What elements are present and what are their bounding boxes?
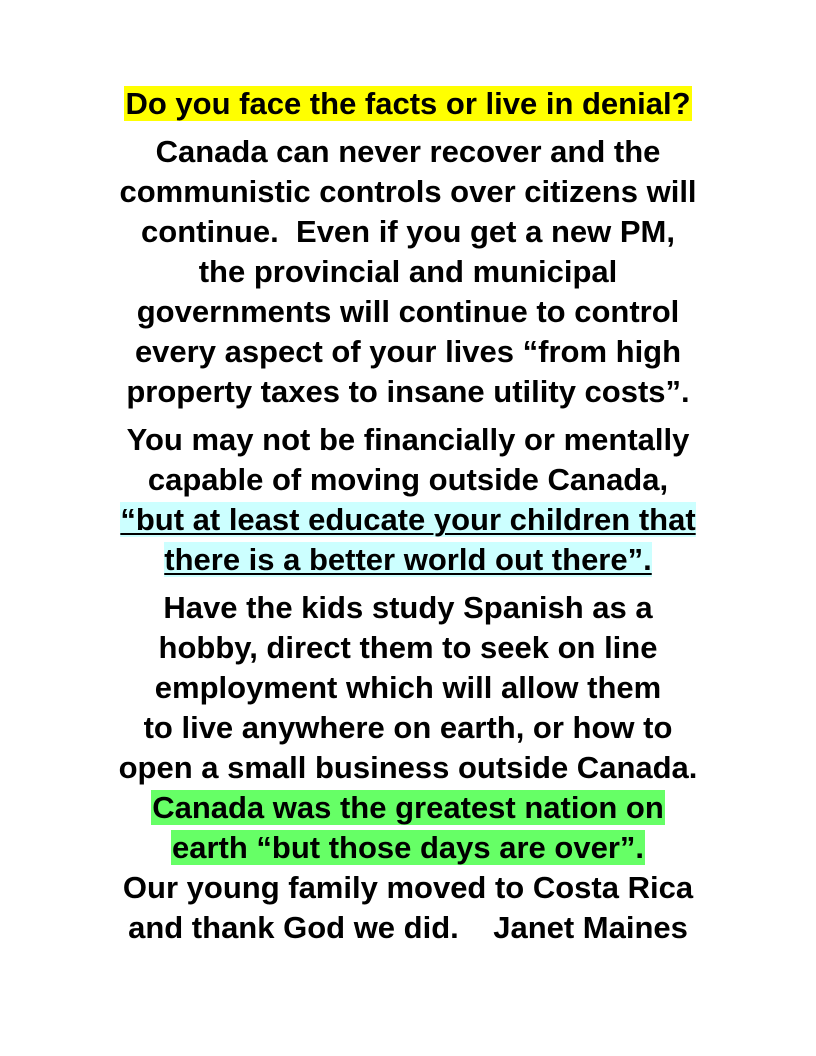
paragraph-canada-controls: [60, 132, 756, 412]
paragraph-kids-advice: [60, 588, 756, 948]
highlighted-text: earth “but those days are over”.: [171, 830, 645, 865]
letter-body: [60, 84, 756, 948]
text-line: every aspect of your lives “from high: [134, 334, 682, 369]
text-line: capable of moving outside Canada,: [147, 462, 669, 497]
text-line: You may not be financially or mentally: [126, 422, 690, 457]
headline-paragraph: [60, 84, 756, 124]
highlighted-line: [60, 500, 756, 540]
highlighted-line: [60, 540, 756, 580]
text-line: Have the kids study Spanish as a: [163, 590, 653, 625]
highlighted-line: [60, 788, 756, 828]
highlighted-underlined-text: there is a better world out there”.: [164, 542, 652, 577]
text-line: hobby, direct them to seek on line: [158, 630, 658, 665]
text-line: Canada can never recover and the: [155, 134, 661, 169]
highlighted-text: Canada was the greatest nation on: [152, 790, 664, 825]
text-line: governments will continue to control: [136, 294, 680, 329]
text-line: continue. Even if you get a new PM,: [141, 214, 675, 249]
text-line: the provincial and municipal: [198, 254, 618, 289]
text-line: employment which will allow them: [154, 670, 662, 705]
headline-line: [60, 84, 756, 124]
paragraph-educate-children: [60, 420, 756, 580]
text-line: property taxes to insane utility costs”.: [126, 374, 690, 409]
signature-line: and thank God we did. Janet Maines: [128, 910, 688, 945]
headline-text: Do you face the facts or live in denial?: [125, 86, 691, 121]
text-line: open a small business outside Canada.: [118, 750, 698, 785]
closing-line: Our young family moved to Costa Rica: [122, 870, 694, 905]
highlighted-line: [60, 828, 756, 868]
text-line: communistic controls over citizens will: [119, 174, 697, 209]
text-line: to live anywhere on earth, or how to: [143, 710, 673, 745]
highlighted-underlined-text: “but at least educate your children that: [120, 502, 696, 537]
